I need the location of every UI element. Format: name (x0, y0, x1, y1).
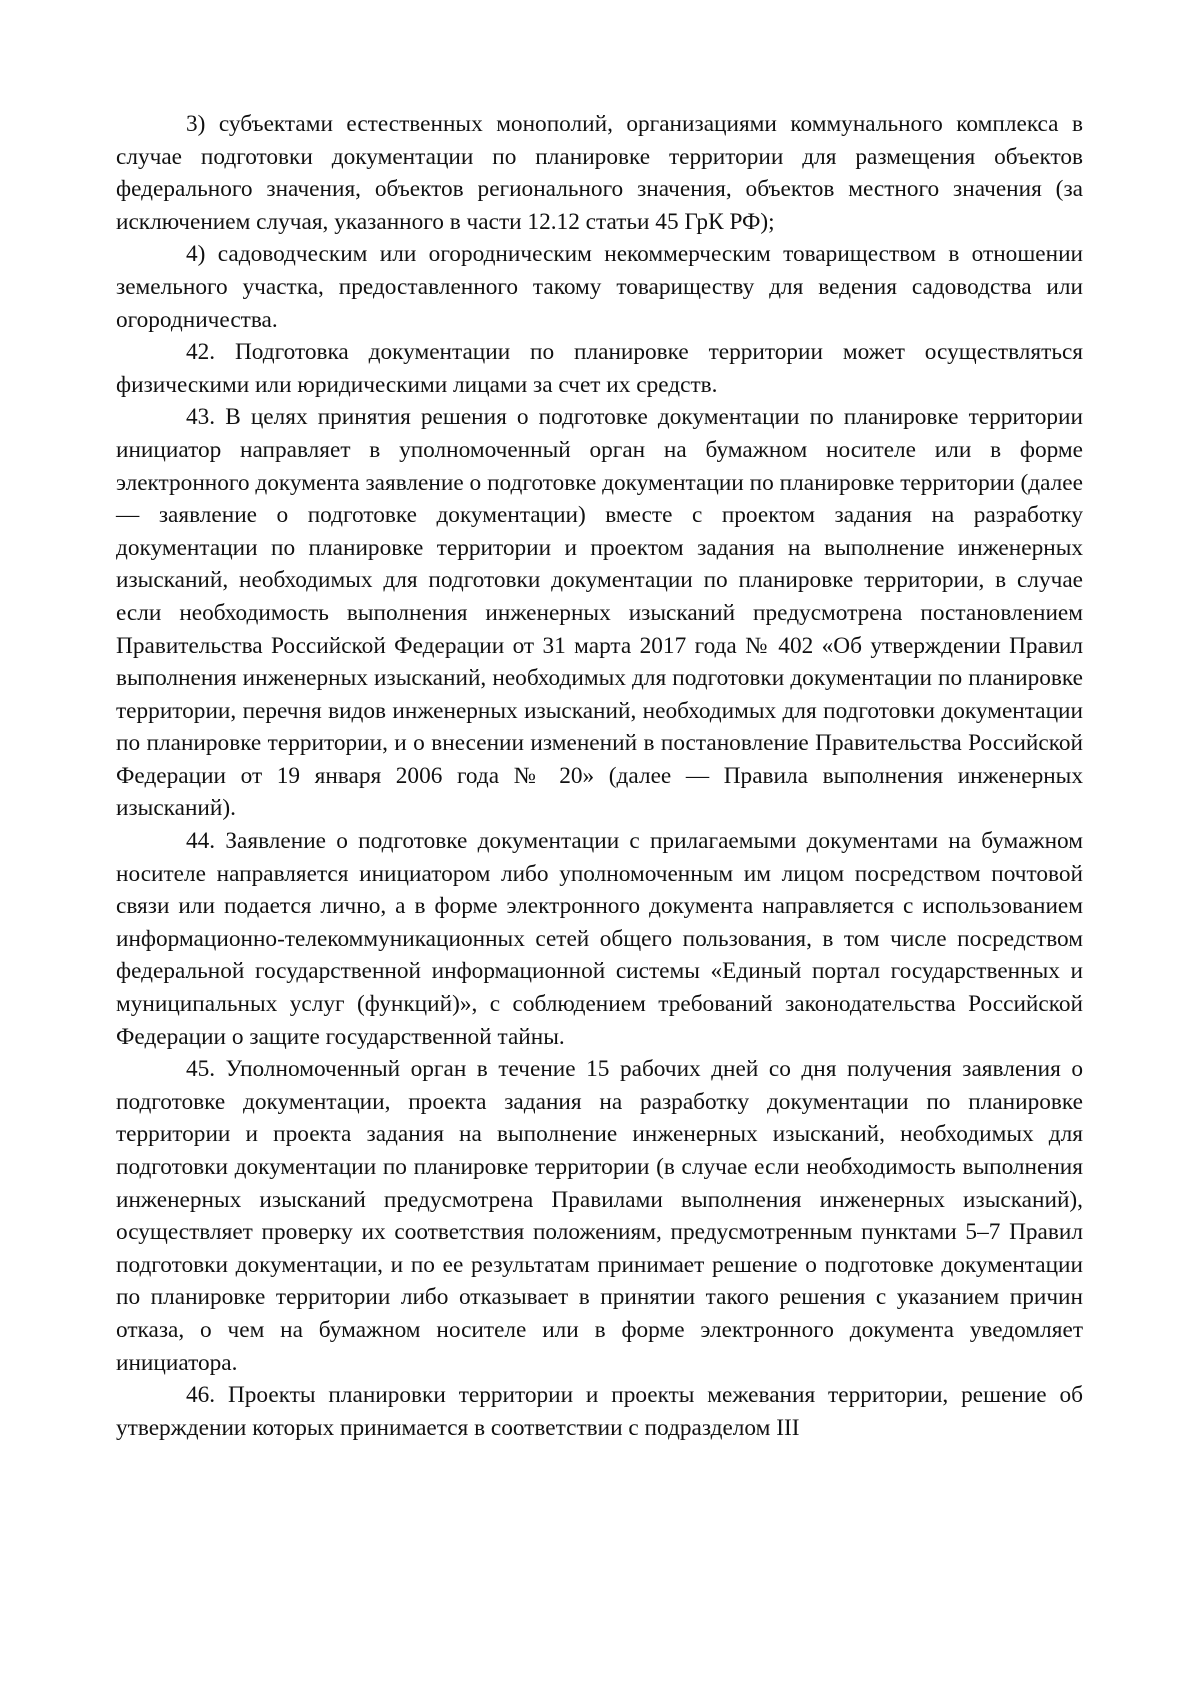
document-page (116, 108, 1083, 1444)
paragraph-item-4-gardening-partnerships: 4) садоводческим или огородническим некоммерческим товариществом в отношении земельного участка, предоставленного такому товариществу для ведения садоводства или огородничества. (116, 241, 1083, 333)
paragraph-44: 44. Заявление о подготовке документации с прилагаемыми документами на бумажном носителе направляется инициатором либо уполномоченным им лицом посредством почтовой связи или подается лично, а в форме электронного документа направляется с использованием информационно-телекоммуникационных сетей общего пользования, в том числе посредством федеральной государственной информационной системы «Единый портал государственных и муниципальных услуг (функций)», с соблюдением требований законодательства Российской Федерации о защите государственной тайны. (116, 828, 1083, 1050)
paragraph-42: 42. Подготовка документации по планировке территории может осуществляться физическими или юридическими лицами за счет их средств. (116, 339, 1083, 398)
paragraph-45: 45. Уполномоченный орган в течение 15 рабочих дней со дня получения заявления о подготовке документации, проекта задания на разработку документации по планировке территории и проекта задания на выполнение инженерных изысканий, необходимых для подготовки документации по планировке территории (в случае если необходимость выполнения инженерных изысканий предусмотрена Правилами выполнения инженерных изысканий), осуществляет проверку их соответствия положениям, предусмотренным пунктами 5–7 Правил подготовки документации, и по ее результатам принимает решение о подготовке документации по планировке территории либо отказывает в принятии такого решения с указанием причин отказа, о чем на бумажном носителе или в форме электронного документа уведомляет инициатора. (116, 1056, 1083, 1376)
paragraph-item-3-natural-monopolies: 3) субъектами естественных монополий, организациями коммунального комплекса в случае подготовки документации по планировке территории для размещения объектов федерального значения, объектов регионального значения, объектов местного значения (за исключением случая, указанного в части 12.12 статьи 45 ГрК РФ); (116, 111, 1083, 235)
paragraph-43: 43. В целях принятия решения о подготовке документации по планировке территории инициатор направляет в уполномоченный орган на бумажном носителе или в форме электронного документа заявление о подготовке документации по планировке территории (далее — заявление о подготовке документации) вместе с проектом задания на разработку документации по планировке территории и проектом задания на выполнение инженерных изысканий, необходимых для подготовки документации по планировке территории, в случае если необходимость выполнения инженерных изысканий предусмотрена постановлением Правительства Российской Федерации от 31 марта 2017 года № 402 «Об утверждении Правил выполнения инженерных изысканий, необходимых для подготовки документации по планировке территории, перечня видов инженерных изысканий, необходимых для подготовки документации по планировке территории, и о внесении изменений в постановление Правительства Российской Федерации от 19 января 2006 года № 20» (далее — Правила выполнения инженерных изысканий). (116, 404, 1083, 822)
paragraph-46: 46. Проекты планировки территории и проекты межевания территории, решение об утверждении которых принимается в соответствии с подразделом III (116, 1382, 1083, 1441)
